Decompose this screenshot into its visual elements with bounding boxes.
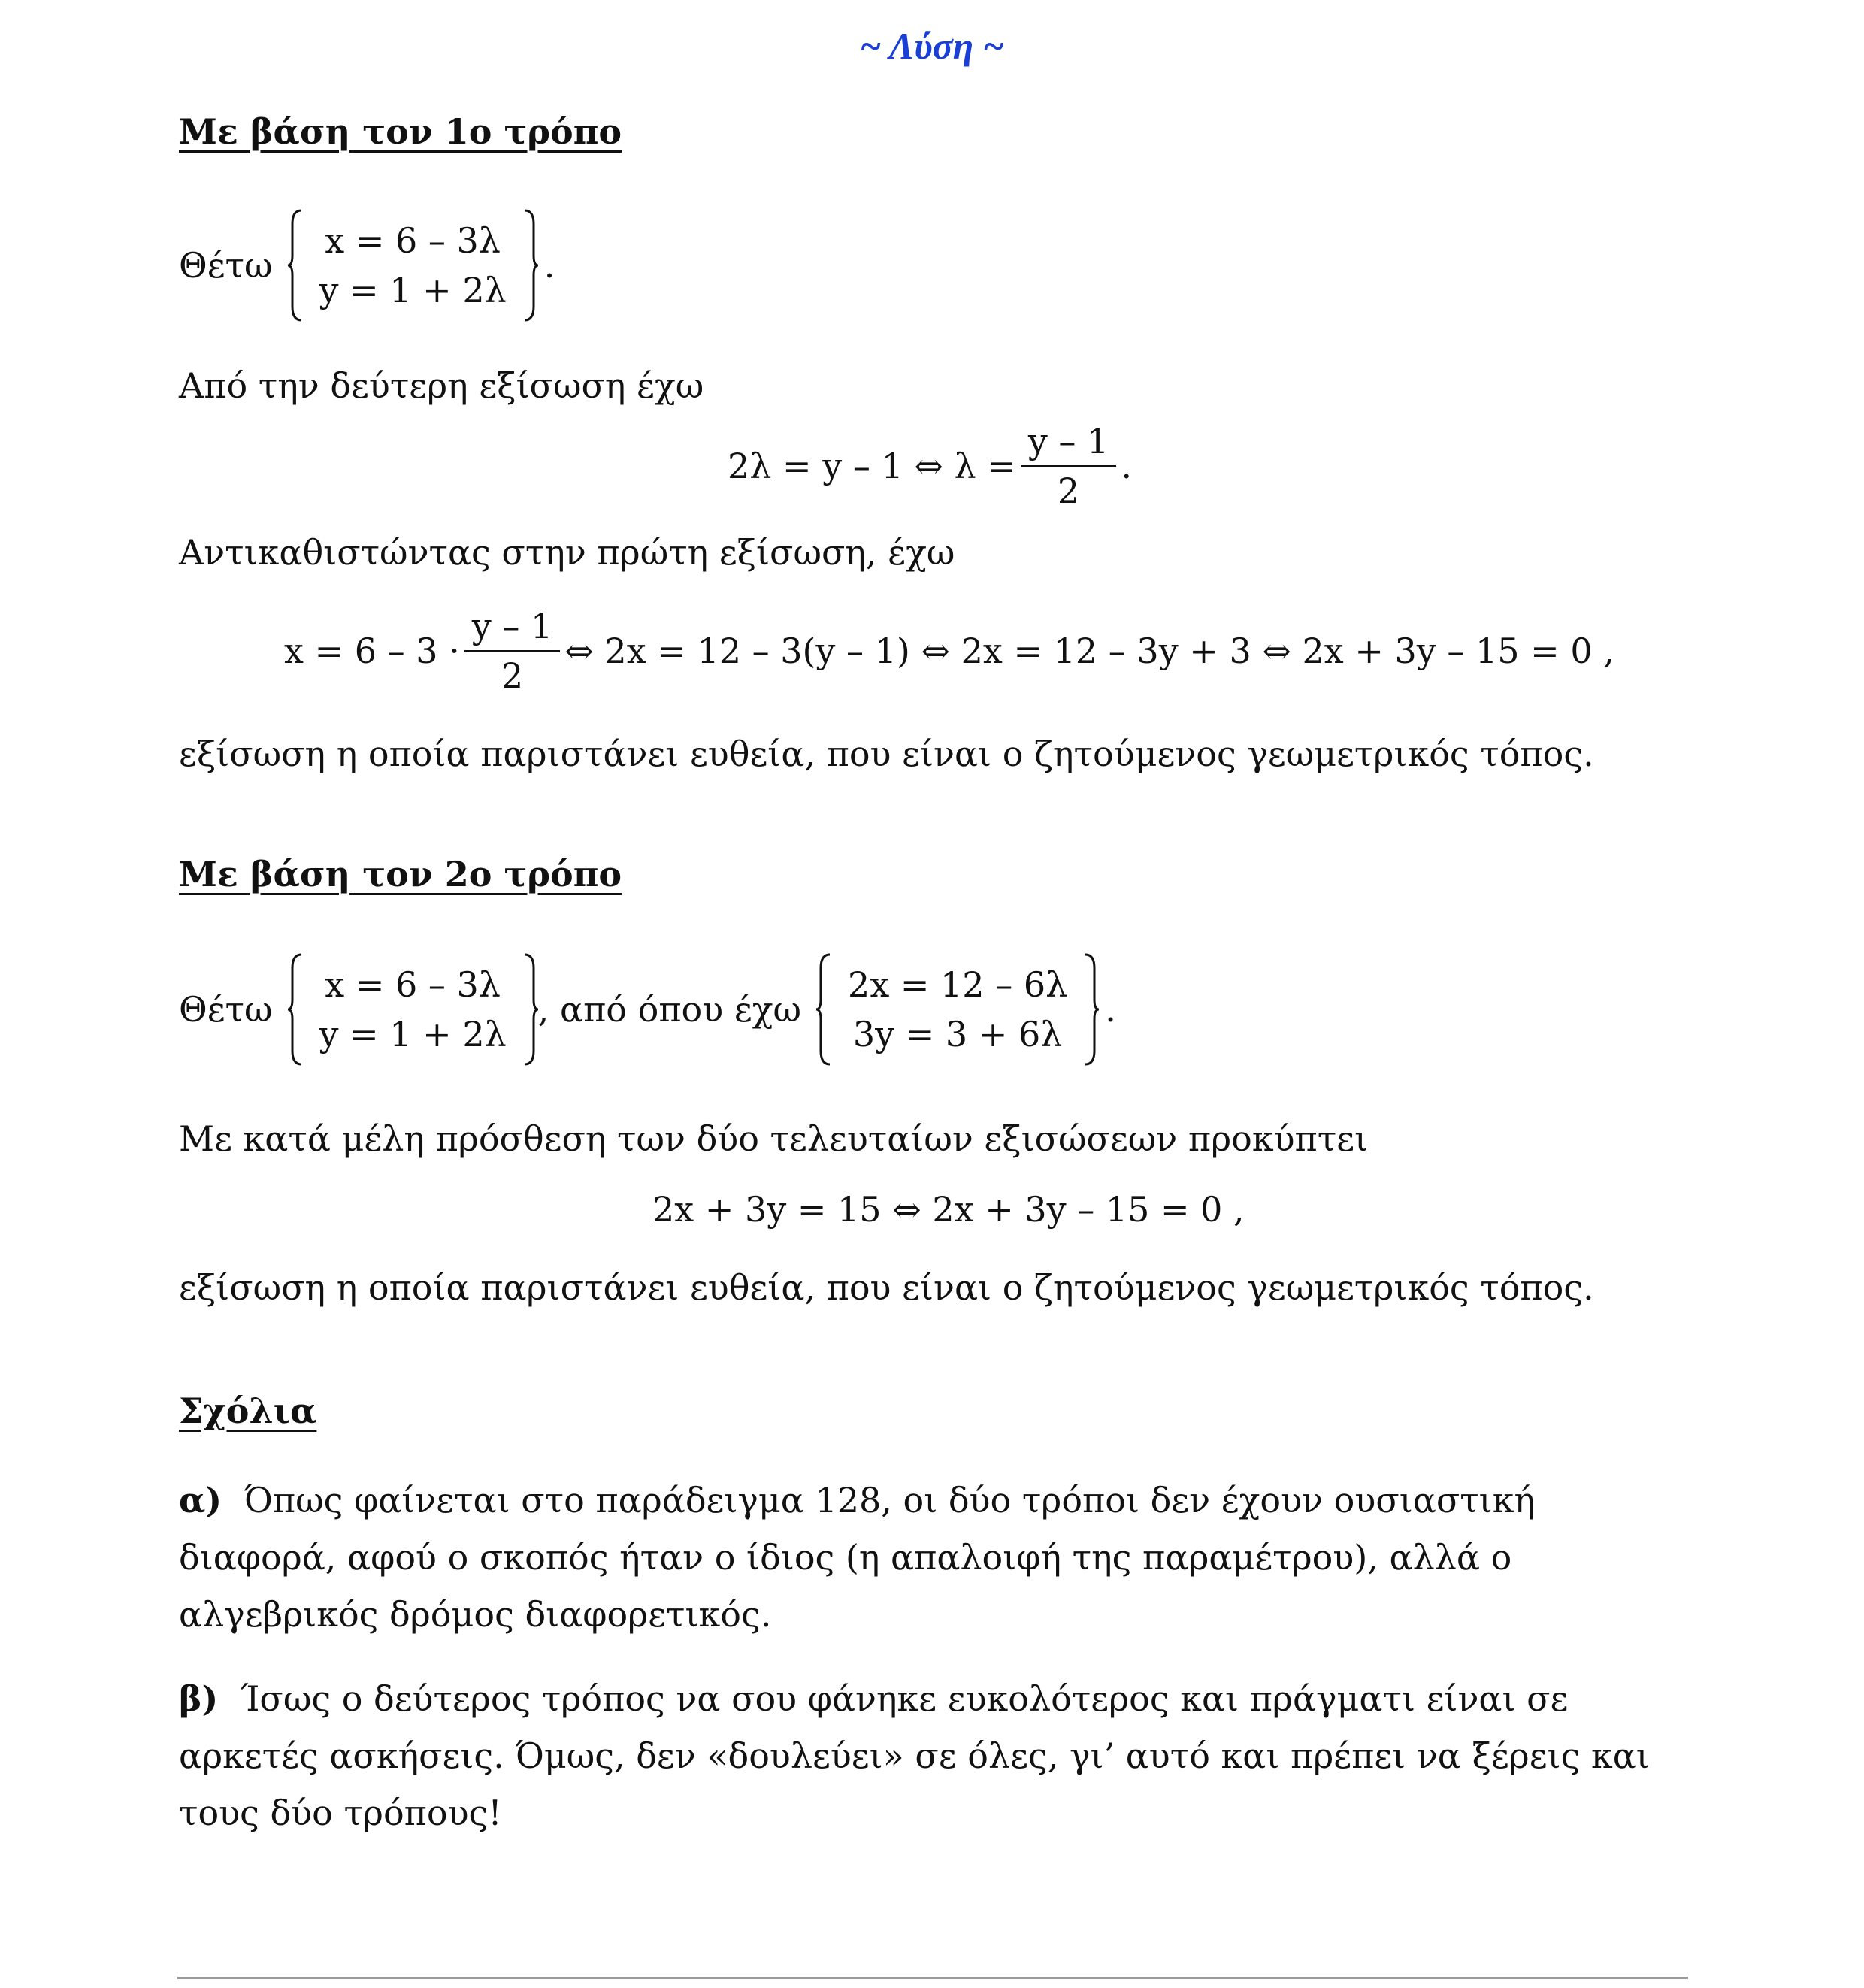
method1-conclusion: εξίσωση η οποία παριστάνει ευθεία, που είναι ο ζητούμενος γεωμετρικός τόπος. — [179, 734, 1594, 774]
method2-systems — [179, 953, 1116, 1066]
system-lines — [831, 960, 1084, 1059]
substituting-text: Αντικαθιστώντας στην πρώτη εξίσωση, έχω — [179, 532, 955, 573]
middle-text: , από όπου έχω — [537, 989, 802, 1030]
system-line: x = 6 – 3λ — [325, 964, 501, 1005]
eq-left: 2λ = y – 1 ⇔ λ = — [728, 446, 1016, 487]
system-lines — [303, 960, 523, 1059]
fraction — [1021, 422, 1117, 510]
method1-heading: Με βάση τον 1ο τρόπο — [179, 111, 622, 152]
left-brace-icon — [816, 953, 831, 1066]
comment-b-label: β) — [179, 1678, 219, 1719]
end-punct: . — [1105, 989, 1116, 1030]
fraction-numerator: y – 1 — [1021, 422, 1117, 467]
system-line: y = 1 + 2λ — [319, 1014, 507, 1055]
left-brace-icon — [288, 953, 303, 1066]
equation-1 — [728, 422, 1132, 510]
page-title: ~ Λύση ~ — [859, 25, 1005, 67]
system-line: 3y = 3 + 6λ — [852, 1014, 1063, 1055]
adding-text: Με κατά μέλη πρόσθεση των δύο τελευταίων εξισώσεων προκύπτει — [179, 1118, 1369, 1159]
set-word: Θέτω — [179, 245, 273, 286]
comment-a — [179, 1472, 1682, 1643]
system-line: 2x = 12 – 6λ — [848, 964, 1068, 1005]
fraction-denominator: 2 — [1057, 470, 1080, 511]
comment-a-label: α) — [179, 1480, 222, 1521]
set-word: Θέτω — [179, 989, 273, 1030]
eq-left: x = 6 – 3 · — [284, 631, 460, 672]
right-brace-icon — [523, 209, 538, 322]
end-punct: . — [543, 245, 555, 286]
method1-system — [179, 209, 555, 322]
comment-a-text: Όπως φαίνεται στο παράδειγμα 128, οι δύο τρόποι δεν έχουν ουσιαστική διαφορά, αφού ο σκοπός ήταν ο ίδιος (η απαλοιφή της παραμέτρου), αλλά ο αλγεβρικός δρόμος διαφορετικός. — [179, 1480, 1536, 1635]
from-second-text: Από την δεύτερη εξίσωση έχω — [179, 365, 704, 406]
fraction-numerator: y – 1 — [464, 607, 561, 652]
system-lines — [303, 216, 523, 315]
right-brace-icon — [1084, 953, 1099, 1066]
system-line: x = 6 – 3λ — [325, 220, 501, 261]
comment-b-text: Ίσως ο δεύτερος τρόπος να σου φάνηκε ευκολότερος και πράγματι είναι σε αρκετές ασκήσεις. Όμως, δεν «δουλεύει» σε όλες, γι’ αυτό και πρέπει να ξέρεις και τους δύο τρόπους! — [179, 1678, 1650, 1833]
comments-heading: Σχόλια — [179, 1390, 317, 1431]
fraction-denominator: 2 — [501, 655, 524, 696]
eq-right: ⇔ 2x = 12 – 3(y – 1) ⇔ 2x = 12 – 3y + 3 ⇔ 2x + 3y – 15 = 0 , — [564, 631, 1614, 672]
left-brace-icon — [288, 209, 303, 322]
footer-divider — [177, 1977, 1688, 1979]
right-brace-icon — [523, 953, 538, 1066]
comment-b — [179, 1670, 1682, 1841]
system-line: y = 1 + 2λ — [319, 270, 507, 310]
method2-heading: Με βάση τον 2ο τρόπο — [179, 854, 622, 894]
method2-conclusion: εξίσωση η οποία παριστάνει ευθεία, που είναι ο ζητούμενος γεωμετρικός τόπος. — [179, 1267, 1594, 1308]
fraction — [464, 607, 561, 694]
equation-3: 2x + 3y = 15 ⇔ 2x + 3y – 15 = 0 , — [652, 1189, 1245, 1230]
equation-2 — [284, 607, 1614, 694]
eq-end: . — [1121, 446, 1132, 487]
